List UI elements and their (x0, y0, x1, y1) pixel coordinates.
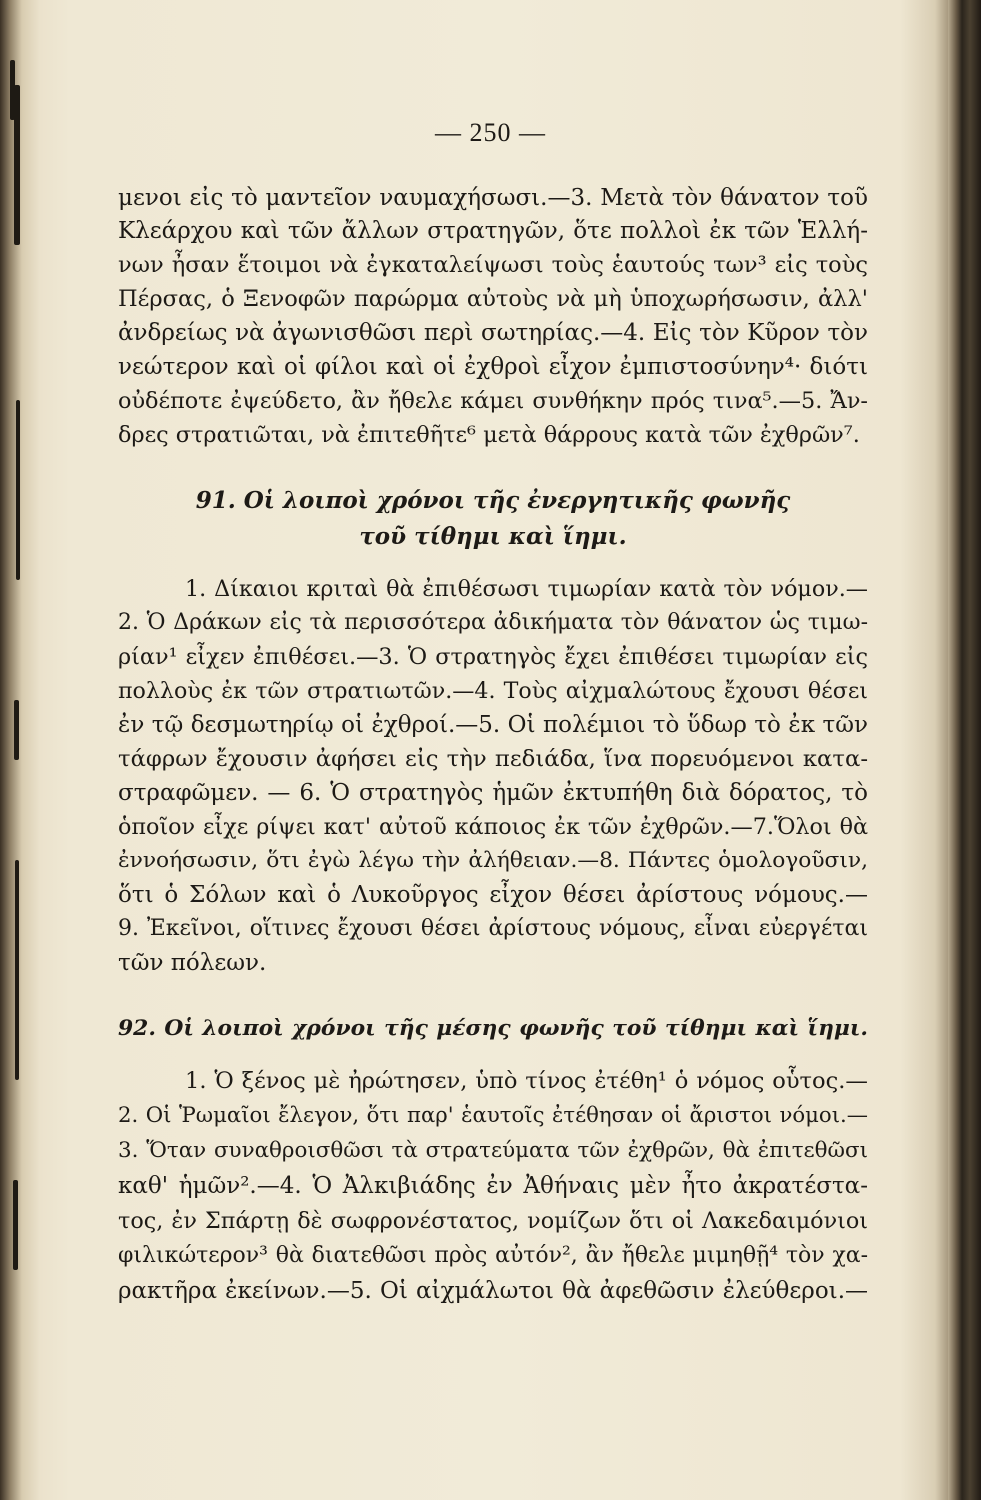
text-line: 1. Ὁ ξένος μὲ ἠρώτησεν, ὑπὸ τίνος ἐτέθη¹ ὁ νόμος οὗτος.— (185, 1068, 868, 1094)
page-number: — 250 — (435, 118, 546, 147)
text-line: Κλεάρχου καὶ τῶν ἄλλων στρατηγῶν, ὅτε πολλοὶ ἐκ τῶν Ἑλλή- (118, 218, 868, 244)
text-line: ὅτι ὁ Σόλων καὶ ὁ Λυκοῦργος εἶχον θέσει ἀρίστους νόμους.— (118, 882, 868, 908)
text-line: 3. Ὅταν συναθροισθῶσι τὰ στρατεύματα τῶν ἐχθρῶν, θὰ ἐπιτεθῶσι (118, 1138, 868, 1163)
text-line: ἐννοήσωσιν, ὅτι ἐγὼ λέγω τὴν ἀλήθειαν.—8. Πάντες ὁμολογοῦσιν, (118, 848, 868, 873)
text-line: 1. Δίκαιοι κριταὶ θὰ ἐπιθέσωσι τιμωρίαν κατὰ τὸν νόμον.— (185, 576, 868, 602)
section-91-heading: 91. Οἱ λοιποὶ χρόνοι τῆς ἐνεργητικῆς φωνῆς (195, 487, 791, 514)
text-line: 2. Οἱ Ῥωμαῖοι ἔλεγον, ὅτι παρ' ἑαυτοῖς ἐτέθησαν οἱ ἄριστοι νόμοι.— (118, 1103, 868, 1128)
text-line: στραφῶμεν. — 6. Ὁ στρατηγὸς ἡμῶν ἐκτυπήθη διὰ δόρατος, τὸ (118, 780, 868, 806)
text-line: τάφρων ἔχουσιν ἀφήσει εἰς τὴν πεδιάδα, ἵνα πορευόμενοι κατα- (118, 746, 868, 772)
text-line: πολλοὺς ἐκ τῶν στρατιωτῶν.—4. Τοὺς αἰχμαλώτους ἔχουσι θέσει (118, 678, 868, 704)
text-line: 9. Ἐκεῖνοι, οἵτινες ἔχουσι θέσει ἀρίστους νόμους, εἶναι εὐεργέται (118, 916, 868, 941)
text-line: οὐδέποτε ἐψεύδετο, ἂν ἤθελε κάμει συνθήκην πρός τινα⁵.—5. Ἄν- (118, 388, 868, 414)
text-line: 2. Ὁ Δράκων εἰς τὰ περισσότερα ἀδικήματα τὸν θάνατον ὡς τιμω- (118, 610, 868, 635)
text-line: νων ἦσαν ἕτοιμοι νὰ ἐγκαταλείψωσι τοὺς ἑαυτούς των³ εἰς τοὺς (118, 252, 868, 278)
section-91-heading-continued: τοῦ τίθημι καὶ ἵημι. (359, 523, 627, 550)
section-92-heading: 92. Οἱ λοιποὶ χρόνοι τῆς μέσης φωνῆς τοῦ τίθημι καὶ ἵημι. (118, 1016, 868, 1041)
text-line: ὁποῖον εἶχε ρίψει κατ' αὐτοῦ κάποιος ἐκ τῶν ἐχθρῶν.—7.Ὅλοι θὰ (118, 814, 868, 840)
text-line: ἐν τῷ δεσμωτηρίῳ οἱ ἐχθροί.—5. Οἱ πολέμιοι τὸ ὕδωρ τὸ ἐκ τῶν (118, 712, 868, 738)
text-line: καθ' ἡμῶν².—4. Ὁ Ἀλκιβιάδης ἐν Ἀθήναις μὲν ἦτο ἀκρατέστα- (118, 1173, 868, 1199)
text-line: δρες στρατιῶται, νὰ ἐπιτεθῆτε⁶ μετὰ θάρρους κατὰ τῶν ἐχθρῶν⁷. (118, 422, 860, 448)
text-line: ἀνδρείως νὰ ἀγωνισθῶσι περὶ σωτηρίας.—4. Εἰς τὸν Κῦρον τὸν (118, 320, 868, 346)
text-line: ρακτῆρα ἐκείνων.—5. Οἱ αἰχμάλωτοι θὰ ἀφεθῶσιν ἐλεύθεροι.— (118, 1278, 868, 1304)
text-line: ρίαν¹ εἶχεν ἐπιθέσει.—3. Ὁ στρατηγὸς ἔχει ἐπιθέσει τιμωρίαν εἰς (118, 644, 868, 670)
text-line: τῶν πόλεων. (118, 950, 267, 976)
text-line: Πέρσας, ὁ Ξενοφῶν παρώρμα αὐτοὺς νὰ μὴ ὑποχωρήσωσιν, ἀλλ' (118, 286, 868, 312)
text-line: φιλικώτερον³ θὰ διατεθῶσι πρὸς αὐτόν², ἂν ἤθελε μιμηθῇ⁴ τὸν χα- (118, 1243, 868, 1268)
text-line: μενοι εἰς τὸ μαντεῖον ναυμαχήσωσι.—3. Μετὰ τὸν θάνατον τοῦ (118, 185, 868, 211)
text-line: τος, ἐν Σπάρτῃ δὲ σωφρονέστατος, νομίζων ὅτι οἱ Λακεδαιμόνιοι (118, 1208, 868, 1234)
text-line: νεώτερον καὶ οἱ φίλοι καὶ οἱ ἐχθροὶ εἶχον ἐμπιστοσύνην⁴· διότι (118, 354, 868, 380)
